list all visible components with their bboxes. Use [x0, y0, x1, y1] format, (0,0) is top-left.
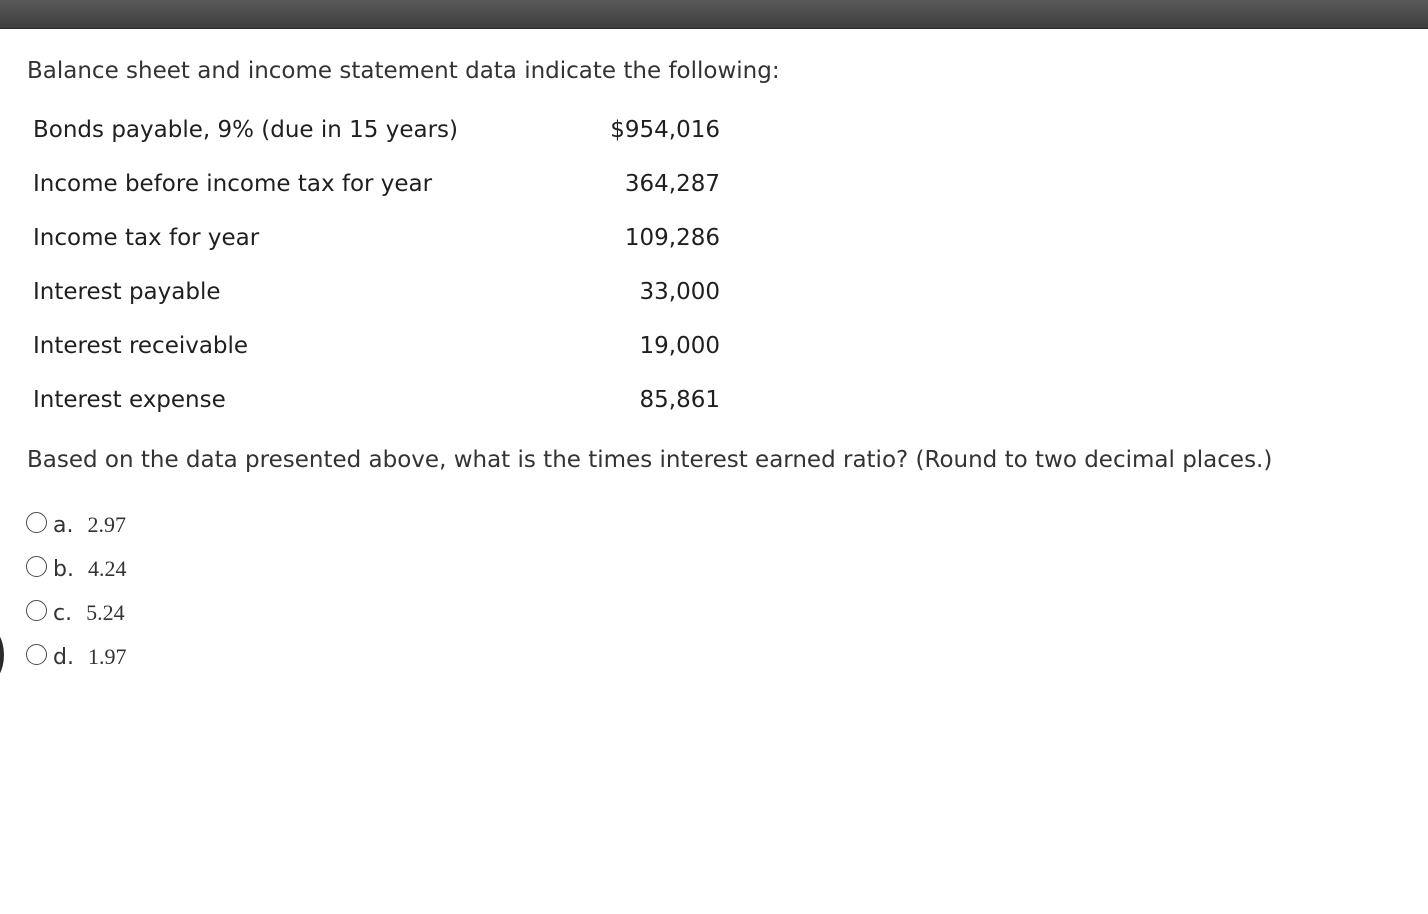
row-label: Bonds payable, 9% (due in 15 years) — [33, 117, 459, 143]
radio-button[interactable] — [26, 600, 47, 621]
row-label: Interest expense — [33, 387, 226, 413]
answer-option-a[interactable] — [26, 503, 126, 547]
row-value: 33,000 — [639, 279, 720, 305]
row-value: 109,286 — [624, 225, 720, 251]
table-row — [33, 379, 723, 433]
financial-data-table — [33, 109, 723, 433]
row-label: Income before income tax for year — [33, 171, 433, 197]
row-value: 85,861 — [639, 387, 720, 413]
row-value: 19,000 — [639, 333, 720, 359]
answer-option-b[interactable] — [26, 547, 126, 591]
answer-option-c[interactable] — [26, 591, 126, 635]
top-toolbar — [0, 0, 1428, 29]
option-letter: c. — [53, 600, 73, 626]
option-value: 4.24 — [87, 556, 127, 581]
table-row — [33, 109, 723, 163]
intro-text: Balance sheet and income statement data indicate the following: — [27, 58, 780, 84]
question-text: Based on the data presented above, what is the times interest earned ratio? (Round to two decimal places.) — [27, 447, 1273, 473]
row-value: 364,287 — [624, 171, 720, 197]
row-label: Interest receivable — [33, 333, 249, 359]
option-value: 2.97 — [87, 512, 126, 537]
row-label: Income tax for year — [33, 225, 260, 251]
table-row — [33, 163, 723, 217]
row-value: $954,016 — [610, 117, 720, 143]
option-value: 1.97 — [87, 644, 127, 669]
table-row — [33, 325, 723, 379]
radio-button[interactable] — [26, 556, 47, 577]
option-value: 5.24 — [86, 600, 125, 625]
table-row — [33, 271, 723, 325]
option-letter: a. — [53, 512, 74, 538]
radio-button[interactable] — [26, 644, 47, 665]
option-letter: b. — [53, 556, 74, 582]
table-row — [33, 217, 723, 271]
row-label: Interest payable — [33, 279, 221, 305]
option-letter: d. — [53, 644, 74, 670]
answer-options — [26, 503, 126, 679]
radio-button[interactable] — [26, 512, 47, 533]
answer-option-d[interactable] — [26, 635, 126, 679]
cursor-ring-icon — [0, 625, 4, 685]
